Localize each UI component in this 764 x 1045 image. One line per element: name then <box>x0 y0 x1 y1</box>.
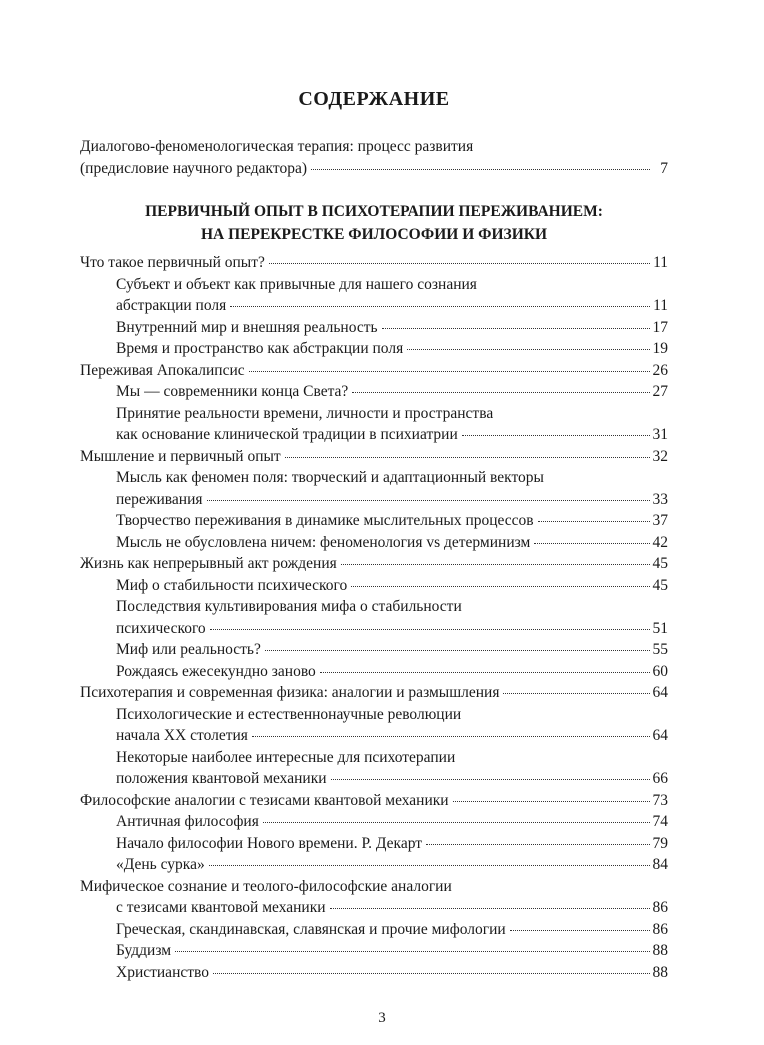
toc-entry-title: Внутренний мир и внешняя реальность <box>116 318 378 336</box>
toc-entry-page: 64 <box>652 684 668 701</box>
toc-list <box>80 252 668 983</box>
toc-entry-title: Античная философия <box>116 813 259 830</box>
dot-leader <box>352 392 650 393</box>
toc-entry-page: 84 <box>652 856 668 873</box>
toc-entry-page: 37 <box>652 512 668 529</box>
toc-entry-page: 31 <box>652 426 668 443</box>
toc-entry-title: Мы — современники конца Света? <box>116 383 349 400</box>
toc-entry[interactable] <box>80 919 668 941</box>
toc-entry-title: Последствия культивирования мифа о стабильности <box>116 598 462 615</box>
toc-entry[interactable] <box>80 338 668 360</box>
dot-leader <box>320 672 650 673</box>
dot-leader <box>462 435 650 436</box>
toc-entry[interactable] <box>80 553 668 575</box>
toc-entry-page: 86 <box>652 920 668 938</box>
toc-entry-page: 55 <box>652 641 668 658</box>
dot-leader <box>330 908 650 909</box>
toc-entry-title: Жизнь как непрерывный акт рождения <box>80 555 337 572</box>
dot-leader <box>252 736 650 737</box>
dot-leader <box>510 930 650 931</box>
toc-entry-page: 32 <box>652 447 668 465</box>
toc-entry-title: Начало философии Нового времени. Р. Декарт <box>116 834 423 852</box>
toc-entry[interactable] <box>80 252 668 274</box>
dot-leader <box>311 169 650 170</box>
toc-entry[interactable] <box>80 274 668 317</box>
toc-entry-title: Греческая, скандинавская, славянская и прочие мифологии <box>116 920 506 938</box>
toc-entry[interactable] <box>80 381 668 403</box>
section-heading-line-2: НА ПЕРЕКРЕСТКЕ ФИЛОСОФИИ И ФИЗИКИ <box>200 226 548 243</box>
dot-leader <box>503 693 650 694</box>
toc-entry-page: 19 <box>652 340 668 357</box>
toc-entry-title: Христианство <box>116 963 209 981</box>
toc-entry-page: 64 <box>652 727 668 744</box>
toc-entry[interactable] <box>80 747 668 790</box>
toc-entry-page: 86 <box>652 899 668 916</box>
toc-entry-page: 42 <box>652 533 668 551</box>
preface-entry[interactable] <box>80 136 668 180</box>
dot-leader <box>213 973 650 974</box>
toc-entry-title: Время и пространство как абстракции поля <box>116 340 404 357</box>
toc-entry-page: 33 <box>652 490 668 508</box>
toc-entry-title: Мифическое сознание и теолого-философские аналогии <box>80 877 452 895</box>
dot-leader <box>207 500 650 501</box>
toc-entry-page: 45 <box>652 576 668 594</box>
preface-page: 7 <box>660 160 668 177</box>
toc-entry-title: положения квантовой механики <box>116 770 327 787</box>
toc-entry[interactable] <box>80 317 668 339</box>
dot-leader <box>263 822 650 823</box>
toc-entry-title: Психологические и естественнонаучные революции <box>116 705 462 723</box>
toc-entry[interactable] <box>80 704 668 747</box>
dot-leader <box>265 650 650 651</box>
preface-line-1: Диалогово-феноменологическая терапия: процесс развития <box>80 138 474 155</box>
toc-entry[interactable] <box>80 876 668 919</box>
toc-entry-title: как основание клинической традиции в психиатрии <box>116 426 458 443</box>
toc-entry[interactable] <box>80 510 668 532</box>
dot-leader <box>407 349 650 350</box>
toc-entry[interactable] <box>80 467 668 510</box>
toc-entry-page: 88 <box>652 942 668 959</box>
toc-entry[interactable] <box>80 661 668 683</box>
page-title: СОДЕРЖАНИЕ <box>298 88 450 110</box>
toc-entry[interactable] <box>80 962 668 984</box>
toc-entry-title: Рождаясь ежесекундно заново <box>116 662 316 680</box>
section-heading <box>80 200 668 246</box>
toc-entry-page: 73 <box>652 791 668 809</box>
toc-entry[interactable] <box>80 682 668 704</box>
dot-leader <box>382 328 650 329</box>
toc-entry[interactable] <box>80 811 668 833</box>
toc-entry-page: 26 <box>652 361 668 379</box>
dot-leader <box>269 263 650 264</box>
toc-entry-title: переживания <box>116 490 203 508</box>
toc-entry-page: 60 <box>652 662 668 680</box>
toc-entry[interactable] <box>80 446 668 468</box>
toc-entry[interactable] <box>80 790 668 812</box>
toc-entry[interactable] <box>80 575 668 597</box>
toc-entry[interactable] <box>80 833 668 855</box>
toc-entry-title: с тезисами квантовой механики <box>116 899 326 916</box>
toc-entry-page: 66 <box>652 770 668 787</box>
toc-entry[interactable] <box>80 940 668 962</box>
toc-entry-title: Некоторые наиболее интересные для психотерапии <box>116 748 456 766</box>
toc-entry-title: Психотерапия и современная физика: аналогии и размышления <box>80 684 500 701</box>
toc-entry-title: Субъект и объект как привычные для нашего сознания <box>116 275 477 293</box>
toc-entry-page: 17 <box>652 318 668 336</box>
dot-leader <box>209 865 650 866</box>
dot-leader <box>230 306 650 307</box>
dot-leader <box>426 844 650 845</box>
toc-entry[interactable] <box>80 403 668 446</box>
toc-entry-title: абстракции поля <box>116 297 227 314</box>
toc-entry-title: Мысль не обусловлена ничем: феноменология vs детерминизм <box>116 533 531 551</box>
toc-entry-page: 79 <box>652 834 668 852</box>
toc-entry-title: Философские аналогии с тезисами квантовой механики <box>80 791 449 809</box>
toc-entry-title: Что такое первичный опыт? <box>80 254 265 271</box>
toc-entry-page: 74 <box>652 813 668 830</box>
dot-leader <box>534 543 650 544</box>
preface-line-2: (предисловие научного редактора) <box>80 160 307 177</box>
dot-leader <box>285 457 650 458</box>
dot-leader <box>249 371 650 372</box>
toc-entry-page: 51 <box>652 619 668 637</box>
toc-entry[interactable] <box>80 639 668 661</box>
toc-entry[interactable] <box>80 360 668 382</box>
toc-entry-title: психического <box>116 619 206 637</box>
toc-entry[interactable] <box>80 532 668 554</box>
dot-leader <box>351 586 650 587</box>
toc-entry-title: Миф о стабильности психического <box>116 576 348 594</box>
section-heading-line-1: ПЕРВИЧНЫЙ ОПЫТ В ПСИХОТЕРАПИИ ПЕРЕЖИВАНИЕМ: <box>145 203 603 220</box>
toc-entry-page: 88 <box>652 963 668 981</box>
toc-entry-title: Переживая Апокалипсис <box>80 361 245 379</box>
toc-entry-title: Принятие реальности времени, личности и пространства <box>116 404 494 422</box>
toc-entry-title: Творчество переживания в динамике мыслительных процессов <box>116 512 534 529</box>
dot-leader <box>453 801 650 802</box>
toc-entry-title: Мышление и первичный опыт <box>80 447 281 465</box>
toc-entry-title: начала XX столетия <box>116 727 248 744</box>
toc-entry-title: Миф или реальность? <box>116 641 261 658</box>
toc-entry-page: 45 <box>652 555 668 572</box>
toc-entry-title: Мысль как феномен поля: творческий и адаптационный векторы <box>116 469 544 486</box>
page-number: 3 <box>378 1010 386 1026</box>
toc-entry-page: 11 <box>653 297 668 314</box>
toc-entry-title: Буддизм <box>116 942 172 959</box>
dot-leader <box>175 951 650 952</box>
toc-entry-page: 27 <box>652 383 668 400</box>
dot-leader <box>331 779 650 780</box>
toc-entry[interactable] <box>80 854 668 876</box>
toc-entry[interactable] <box>80 596 668 639</box>
toc-entry-title: «День сурка» <box>116 856 205 873</box>
dot-leader <box>341 564 650 565</box>
toc-entry-page: 11 <box>653 254 668 271</box>
dot-leader <box>538 521 650 522</box>
toc-page <box>80 0 668 1045</box>
dot-leader <box>210 629 650 630</box>
